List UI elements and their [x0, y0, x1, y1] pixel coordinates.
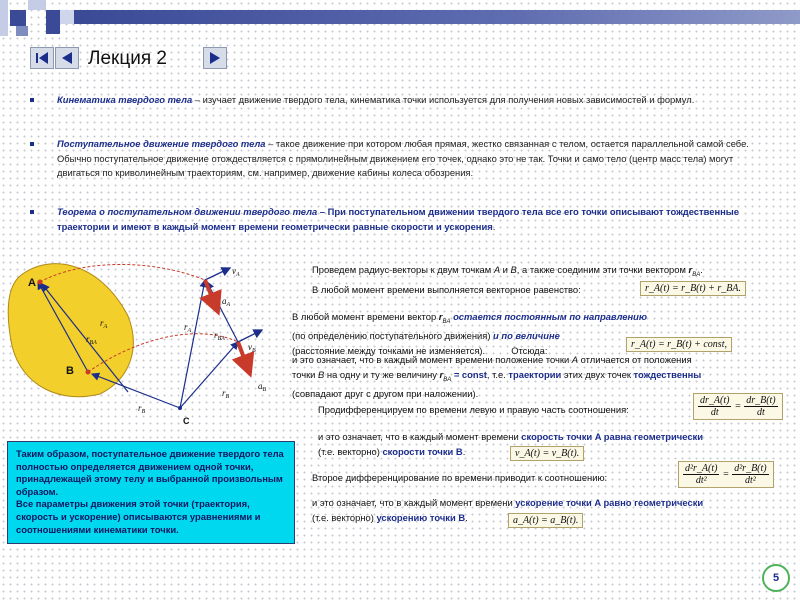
label-vb: v: [248, 342, 252, 352]
bullet-marker: [30, 142, 34, 146]
svg-text:rBA: [214, 330, 225, 342]
first-slide-button[interactable]: [30, 47, 54, 69]
theorem-text: – При поступательном движении твердого тела все его точки описывают тождественные траектории и имеют в каждый момент времени геометрически равные скорости и ускорения: [57, 206, 739, 232]
equation-first-derivative: $\frac{dr\_A(t)}{dt}$ = $\frac{dr\_B(t)}{dt}$: [693, 393, 783, 420]
label-va-sub: A: [236, 272, 240, 278]
label-c: C: [183, 416, 190, 426]
theorem-statement: [57, 205, 767, 234]
label-rb-sub: B: [141, 409, 146, 415]
label-ra: r: [100, 318, 104, 328]
kinematics-term: Кинематика твердого тела: [57, 94, 193, 105]
label-b: B: [66, 365, 74, 377]
svg-text:rA: [184, 322, 192, 334]
label-ab: a: [258, 381, 263, 391]
trajectory-paragraph: и это означает, что в каждый момент времени положение точки A отличается от положения точки B на одну и ту же величину $r_{BA}$ = const, т.е. траектории этих двух точек тождественны (совпадают друг с другом при наложении).: [292, 354, 702, 399]
header-stripe: [74, 10, 800, 24]
page-number-badge: 5: [762, 564, 790, 592]
label-ab-sub: B: [262, 387, 267, 393]
translational-term: Поступательное движение твердого тела: [57, 138, 266, 149]
header-square: [28, 0, 46, 10]
equation-velocity: v_A(t) = v_B(t).: [510, 446, 584, 461]
point-b: [86, 370, 91, 375]
summary-box: [7, 441, 295, 544]
velocity-va: [205, 268, 230, 280]
translational-text: – такое движение при котором любая прямая, жестко связанная с телом, остается параллельной самой себе. Обычно поступательное движение отождествляется с прямолинейным движением его точек, однако это не так. Точки и само тело (центр масс тела) могут двигаться по криволинейным траекториям, см. например, движение кабины колеса обозрения.: [57, 138, 749, 178]
first-derivative-text: Продифференцируем по времени левую и правую часть соотношения:: [318, 404, 629, 415]
label-rb: r: [138, 403, 142, 413]
equation-position: r_A(t) = r_B(t) + r_BA.: [640, 281, 746, 296]
label-rb-2-sub: B: [225, 394, 230, 400]
header-square: [16, 26, 28, 36]
svg-text:aA: [222, 296, 231, 308]
vector-ra: [180, 280, 205, 408]
label-rb-2: r: [222, 388, 226, 398]
previous-slide-button[interactable]: [55, 47, 79, 69]
theorem-term: Теорема о поступательном движении твердого тела: [57, 206, 318, 217]
header-square: [0, 0, 8, 36]
vector-rba: [207, 282, 238, 342]
previous-arrow-icon: [62, 52, 72, 64]
label-ra-2: r: [184, 322, 188, 332]
equation-acceleration: a_A(t) = a_B(t).: [508, 513, 583, 528]
theorem-end: .: [492, 220, 496, 232]
rba-constant-paragraph: В любой момент времени вектор $r_{BA}$ остается постоянным по направлению (по определению поступательного движения) и по величине (расстояние между точками не изменяется). Отсюда:: [292, 311, 648, 356]
header-bar: [0, 0, 800, 36]
header-square: [60, 10, 74, 24]
label-aa: a: [222, 296, 227, 306]
bullet-marker: [30, 210, 34, 214]
vector-rb: [180, 342, 238, 408]
radius-vectors-text: Проведем радиус-векторы к двум точкам A и B, а также соединим эти точки вектором $r_{BA}$.: [312, 264, 703, 278]
label-aa-sub: A: [226, 302, 231, 308]
svg-text:rB: [138, 403, 146, 415]
header-square: [46, 10, 60, 34]
label-rba-2: r: [214, 330, 218, 340]
label-a: A: [28, 277, 36, 289]
label-ra-sub: A: [103, 324, 108, 330]
vector-equality-text: В любой момент времени выполняется векторное равенство:: [312, 284, 581, 295]
svg-text:vA: [232, 266, 240, 278]
svg-text:rB: [222, 388, 230, 400]
label-rba-sub: BA: [89, 340, 97, 346]
next-arrow-icon: [210, 52, 220, 64]
skip-to-first-icon: [36, 52, 48, 64]
svg-text:aB: [258, 381, 267, 393]
bullet-marker: [30, 98, 34, 102]
label-vb-sub: B: [252, 348, 256, 354]
label-rba: r: [86, 334, 90, 344]
next-slide-button[interactable]: [203, 47, 227, 69]
label-va: v: [232, 266, 236, 276]
header-square: [10, 10, 26, 26]
second-derivative-text: Второе дифференцирование по времени приводит к соотношению:: [312, 472, 608, 483]
label-rba-2-sub: BA: [217, 336, 225, 342]
kinematics-text: – изучает движение твердого тела, кинематика точки используется для получения новых зависимостей и формул.: [192, 94, 695, 105]
velocity-vb: [238, 330, 262, 342]
svg-text:vB: [248, 342, 256, 354]
page-title: Лекция 2: [88, 48, 167, 69]
equation-position-const: r_A(t) = r_B(t) + const,: [626, 337, 732, 352]
point-c: [178, 406, 182, 410]
velocity-paragraph: и это означает, что в каждый момент времени скорость точки A равна геометрически (т.е. векторно) скорости точки B.: [318, 431, 703, 457]
definition-kinematics: [57, 93, 757, 108]
acceleration-aa: [205, 280, 218, 312]
equation-second-derivative: $\frac{\text{d²r\_A(t)}}{\text{dt²}}$ = $\frac{\text{d²r\_B(t)}}{\text{dt²}}$: [678, 461, 774, 488]
label-ra-2-sub: A: [187, 328, 192, 334]
summary-paragraph-1: Таким образом, поступательное движение твердого тела полностью определяется движением одной точки, принадлежащей этому телу и выбранной произвольным образом.: [16, 448, 284, 497]
summary-paragraph-2: Все параметры движения этой точки (траектория, скорость и ускорение) описываются уравнениями и соотношениями кинематики точки.: [16, 498, 261, 535]
kinematics-diagram: [0, 246, 300, 436]
definition-translational: [57, 137, 775, 181]
point-a: [38, 280, 43, 285]
acceleration-paragraph: и это означает, что в каждый момент времени ускорение точки A равно геометрически (т.е. векторно) ускорению точки B.: [312, 497, 704, 523]
